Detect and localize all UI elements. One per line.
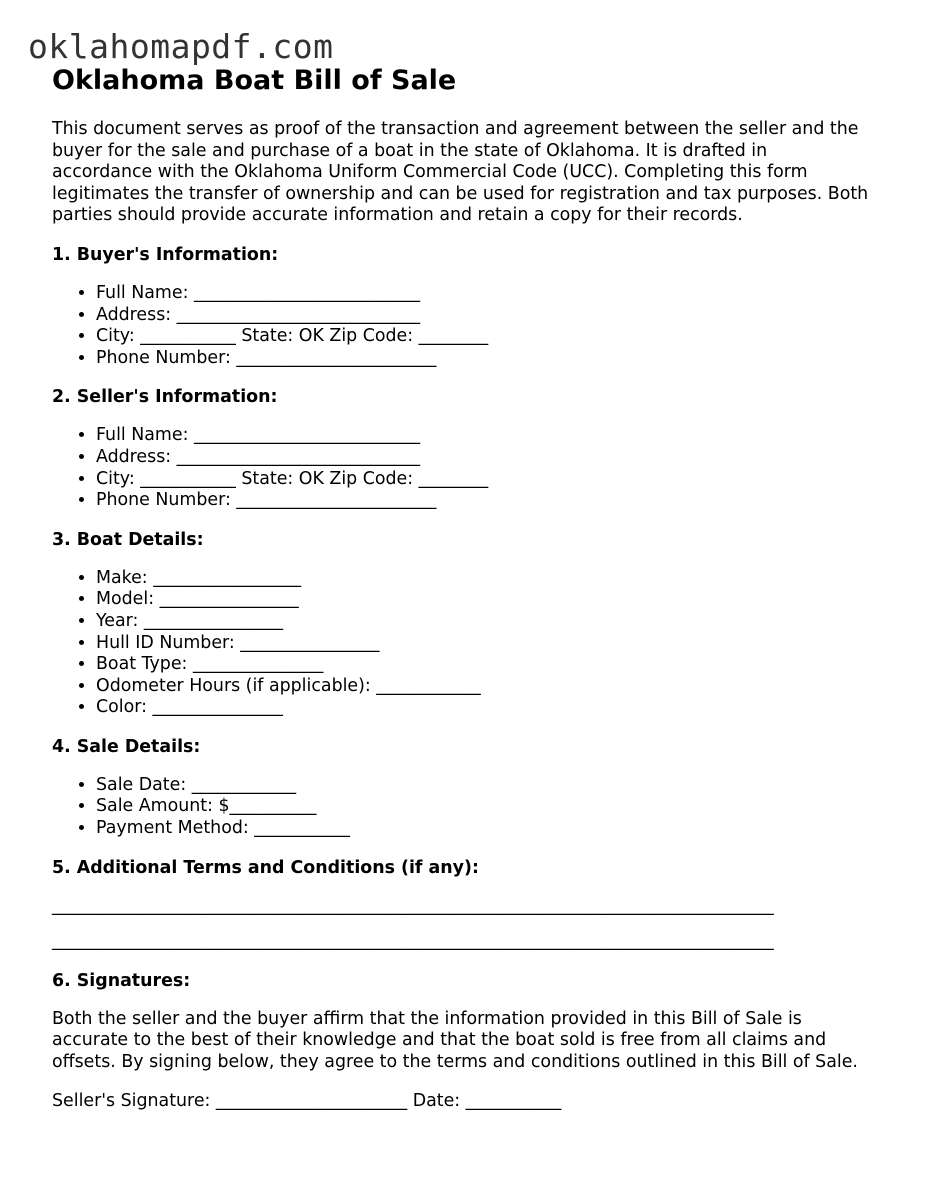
signatures-heading: 6. Signatures: (52, 970, 191, 991)
document-title: Oklahoma Boat Bill of Sale (52, 65, 457, 96)
boat-hull-id-field[interactable]: • Hull ID Number: ________________ (96, 633, 872, 655)
buyer-city-state-zip-field[interactable]: • City: ___________ State: OK Zip Code: ________ (96, 326, 872, 348)
boat-fields (52, 568, 872, 719)
boat-year-field[interactable]: • Year: ________________ (96, 611, 872, 633)
boat-heading: 3. Boat Details: (52, 529, 204, 550)
intro-paragraph: This document serves as proof of the transaction and agreement between the seller and the buyer for the sale and purchase of a boat in the state of Oklahoma. It is drafted in accordance with the Oklahoma Uniform Commercial Code (UCC). Completing this form legitimates the transfer of ownership and can be used for registration and tax purposes. Both parties should provide accurate information and retain a copy for their records. (52, 119, 869, 226)
seller-phone-field[interactable]: • Phone Number: _______________________ (96, 490, 872, 512)
buyer-address-field[interactable]: • Address: ____________________________ (96, 305, 872, 327)
boat-odometer-hours-field[interactable]: • Odometer Hours (if applicable): ____________ (96, 676, 872, 698)
seller-fields (52, 425, 872, 511)
sale-heading: 4. Sale Details: (52, 736, 201, 757)
sale-fields (52, 775, 872, 840)
boat-model-field[interactable]: • Model: ________________ (96, 589, 872, 611)
buyer-full-name-field[interactable]: • Full Name: __________________________ (96, 283, 872, 305)
seller-full-name-field[interactable]: • Full Name: __________________________ (96, 425, 872, 447)
buyer-phone-field[interactable]: • Phone Number: _______________________ (96, 348, 872, 370)
seller-address-field[interactable]: • Address: ____________________________ (96, 447, 872, 469)
buyer-heading: 1. Buyer's Information: (52, 244, 279, 265)
terms-line-2[interactable]: ___________________________________________________________________________________ (52, 931, 774, 952)
payment-method-field[interactable]: • Payment Method: ___________ (96, 818, 872, 840)
signatures-paragraph: Both the seller and the buyer affirm that the information provided in this Bill of Sale is accurate to the best of their knowledge and that the boat sold is free from all claims and offsets. By signing below, they agree to the terms and conditions outlined in this Bill of Sale. (52, 1008, 858, 1073)
boat-type-field[interactable]: • Boat Type: _______________ (96, 654, 872, 676)
seller-signature-line[interactable]: Seller's Signature: ______________________ Date: ___________ (52, 1090, 562, 1111)
sale-date-field[interactable]: • Sale Date: ____________ (96, 775, 872, 797)
seller-heading: 2. Seller's Information: (52, 387, 278, 408)
seller-city-state-zip-field[interactable]: • City: ___________ State: OK Zip Code: ________ (96, 469, 872, 491)
sale-amount-field[interactable]: • Sale Amount: $__________ (96, 796, 872, 818)
boat-color-field[interactable]: • Color: _______________ (96, 697, 872, 719)
site-watermark: oklahomapdf.com (28, 27, 334, 66)
terms-heading: 5. Additional Terms and Conditions (if any): (52, 857, 479, 878)
boat-make-field[interactable]: • Make: _________________ (96, 568, 872, 590)
terms-line-1[interactable]: ___________________________________________________________________________________ (52, 895, 774, 916)
document-body (52, 64, 872, 1112)
buyer-fields (52, 283, 872, 369)
